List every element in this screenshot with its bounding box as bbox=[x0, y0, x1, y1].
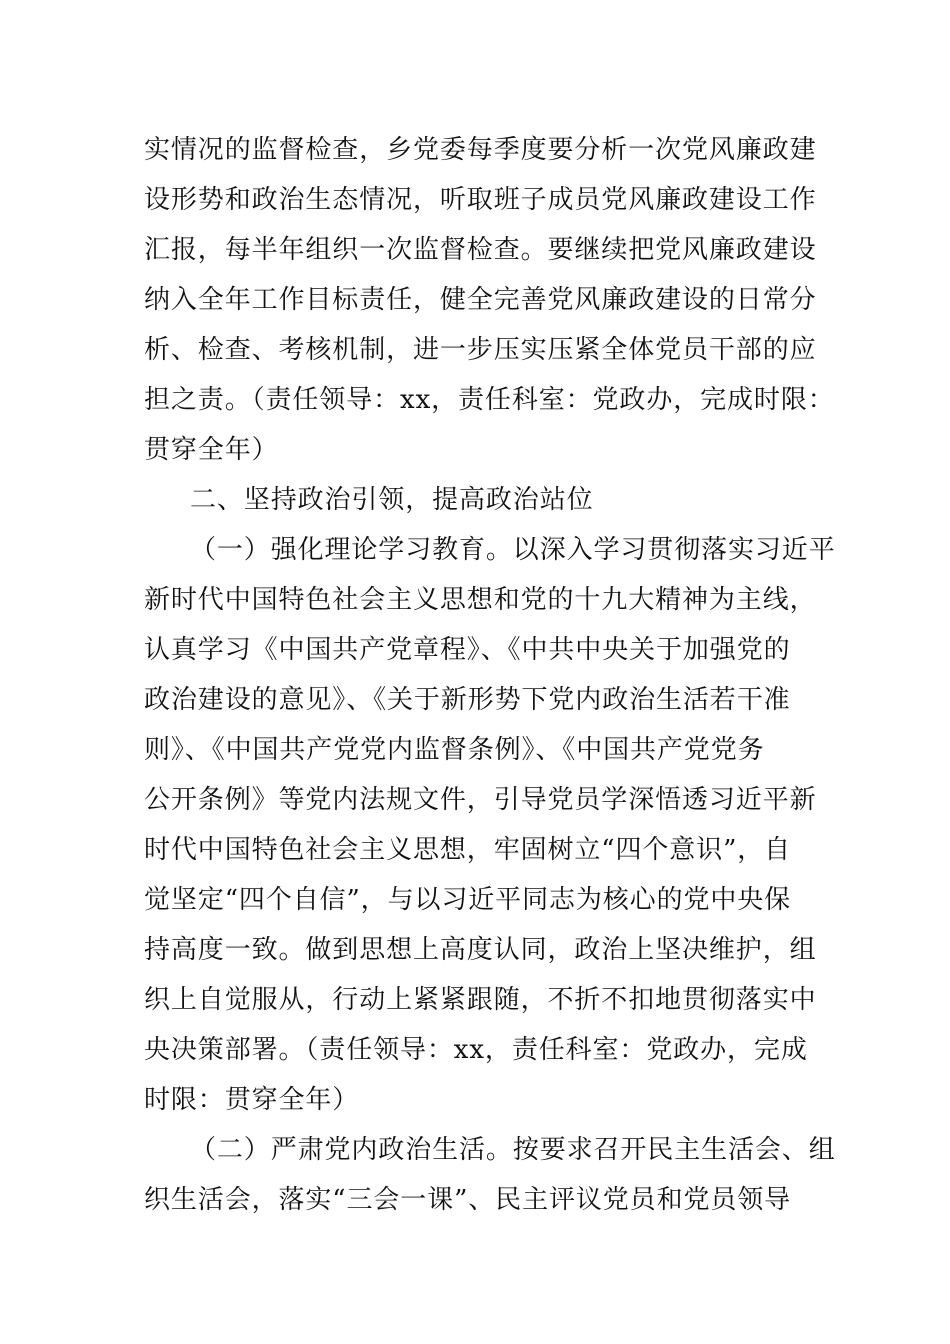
text-line: 纳入全年工作目标责任，健全完善党风廉政建设的日常分 bbox=[144, 285, 817, 315]
text-line: 觉坚定“四个自信”，与以习近平同志为核心的党中央保 bbox=[144, 885, 792, 915]
text-line: 实情况的监督检查，乡党委每季度要分析一次党风廉政建 bbox=[144, 135, 817, 165]
text-line: 贯穿全年） bbox=[144, 435, 279, 465]
section-heading: 二、坚持政治引领，提高政治站位 bbox=[190, 485, 594, 515]
text-line: 织生活会，落实“三会一课”、民主评议党员和党员领导 bbox=[144, 1185, 792, 1215]
paragraph-first-line: （二）严肃党内政治生活。按要求召开民主生活会、组 bbox=[190, 1135, 836, 1165]
text-line: 汇报，每半年组织一次监督检查。要继续把党风廉政建设 bbox=[144, 235, 817, 265]
text-line: 央决策部署。（责任领导：xx，责任科室：党政办，完成 bbox=[144, 1035, 808, 1065]
text-line: 设形势和政治生态情况，听取班子成员党风廉政建设工作 bbox=[144, 185, 817, 215]
text-line: 织上自觉服从，行动上紧紧跟随，不折不扣地贯彻落实中 bbox=[144, 985, 817, 1015]
text-line: 持高度一致。做到思想上高度认同，政治上坚决维护，组 bbox=[144, 935, 817, 965]
text-line: 公开条例》等党内法规文件，引导党员学深悟透习近平新 bbox=[144, 785, 817, 815]
text-line: 则》、《中国共产党党内监督条例》、《中国共产党党务 bbox=[144, 735, 765, 765]
text-line: 析、检查、考核机制，进一步压实压紧全体党员干部的应 bbox=[144, 335, 817, 365]
text-line: 新时代中国特色社会主义思想和党的十九大精神为主线， bbox=[144, 585, 817, 615]
text-line: 担之责。（责任领导：xx，责任科室：党政办，完成时限： bbox=[144, 385, 835, 415]
text-line: 政治建设的意见》、《关于新形势下党内政治生活若干准 bbox=[144, 685, 791, 715]
paragraph-first-line: （一）强化理论学习教育。以深入学习贯彻落实习近平 bbox=[190, 535, 836, 565]
text-line: 时限：贯穿全年） bbox=[144, 1085, 360, 1115]
text-line: 时代中国特色社会主义思想，牢固树立“四个意识”，自 bbox=[144, 835, 792, 865]
text-line: 认真学习《中国共产党章程》、《中共中央关于加强党的 bbox=[144, 635, 791, 665]
